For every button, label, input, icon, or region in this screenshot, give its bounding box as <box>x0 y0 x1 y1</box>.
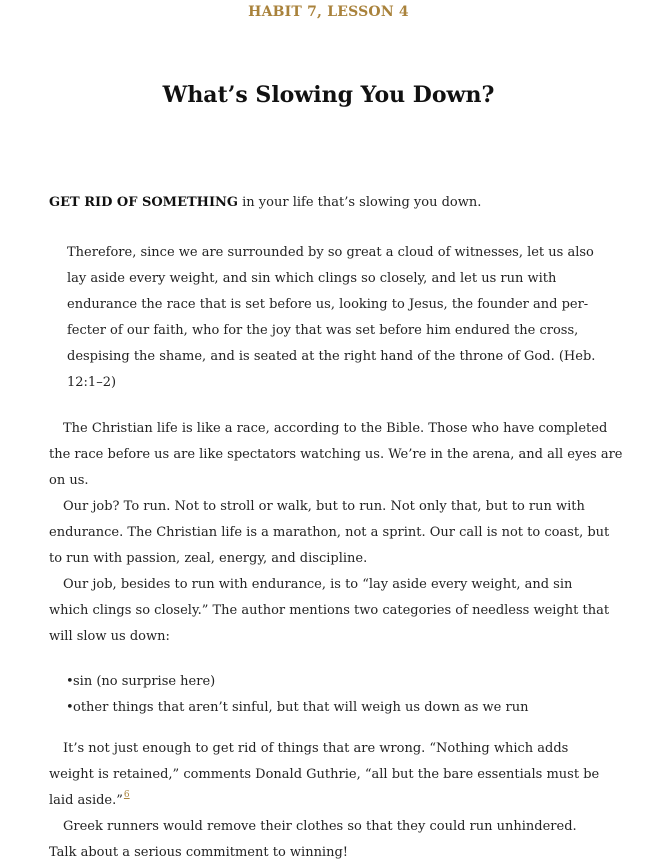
quote-line: despising the shame, and is seated at the right hand of the throne of God. (Heb. <box>67 349 596 364</box>
intro-text: in your life that’s slowing you down. <box>238 195 482 210</box>
bullet-list <box>66 669 586 721</box>
scripture-quote <box>67 240 602 396</box>
paragraph-line: The Christian life is like a race, according to the Bible. Those who have completed <box>63 421 608 436</box>
intro-paragraph <box>49 193 619 213</box>
paragraph-line: will slow us down: <box>49 629 170 644</box>
paragraph-line: weight is retained,” comments Donald Guthrie, “all but the bare essentials must be <box>49 767 600 782</box>
lesson-header: HABIT 7, LESSON 4 <box>248 4 409 20</box>
footnote-link[interactable]: 6 <box>123 789 130 800</box>
paragraph-line: Our job, besides to run with endurance, is to “lay aside every weight, and sin <box>63 577 573 592</box>
intro-emphasis: GET RID OF SOMETHING <box>49 195 239 210</box>
bullet-marker: • <box>66 674 74 689</box>
paragraph-line: the race before us are like spectators watching us. We’re in the arena, and all eyes are <box>49 447 623 462</box>
paragraph-line: on us. <box>49 473 89 488</box>
quote-line: Therefore, since we are surrounded by so great a cloud of witnesses, let us also <box>67 245 594 260</box>
closing-paragraphs <box>49 736 614 866</box>
quote-line: lay aside every weight, and sin which clings so closely, and let us run with <box>67 271 557 286</box>
list-item <box>66 695 586 721</box>
paragraph-line: which clings so closely.” The author mentions two categories of needless weight that <box>49 603 610 618</box>
paragraph-line: endurance. The Christian life is a marathon, not a sprint. Our call is not to coast, but <box>49 525 610 540</box>
paragraph-text: laid aside.” <box>49 793 123 808</box>
paragraph-line: Our job? To run. Not to stroll or walk, but to run. Not only that, but to run with <box>63 499 585 514</box>
paragraph-line: Talk about a serious commitment to winning! <box>49 845 349 860</box>
quote-line: fecter of our faith, who for the joy that was set before him endured the cross, <box>67 323 579 338</box>
paragraph-line: to run with passion, zeal, energy, and discipline. <box>49 551 368 566</box>
list-item-text: sin (no surprise here) <box>73 674 216 689</box>
body-paragraph <box>49 416 623 650</box>
page-title: What’s Slowing You Down? <box>162 82 495 108</box>
quote-line: 12:1–2) <box>67 375 117 390</box>
quote-line: endurance the race that is set before us, looking to Jesus, the founder and per- <box>67 297 589 312</box>
paragraph-line: It’s not just enough to get rid of things that are wrong. “Nothing which adds <box>63 741 569 756</box>
paragraph-line <box>49 788 614 814</box>
paragraph-line: Greek runners would remove their clothes so that they could run unhindered. <box>63 819 577 834</box>
list-item-text: other things that aren’t sinful, but that will weigh us down as we run <box>73 700 529 715</box>
list-item <box>66 669 586 695</box>
bullet-marker: • <box>66 700 74 715</box>
